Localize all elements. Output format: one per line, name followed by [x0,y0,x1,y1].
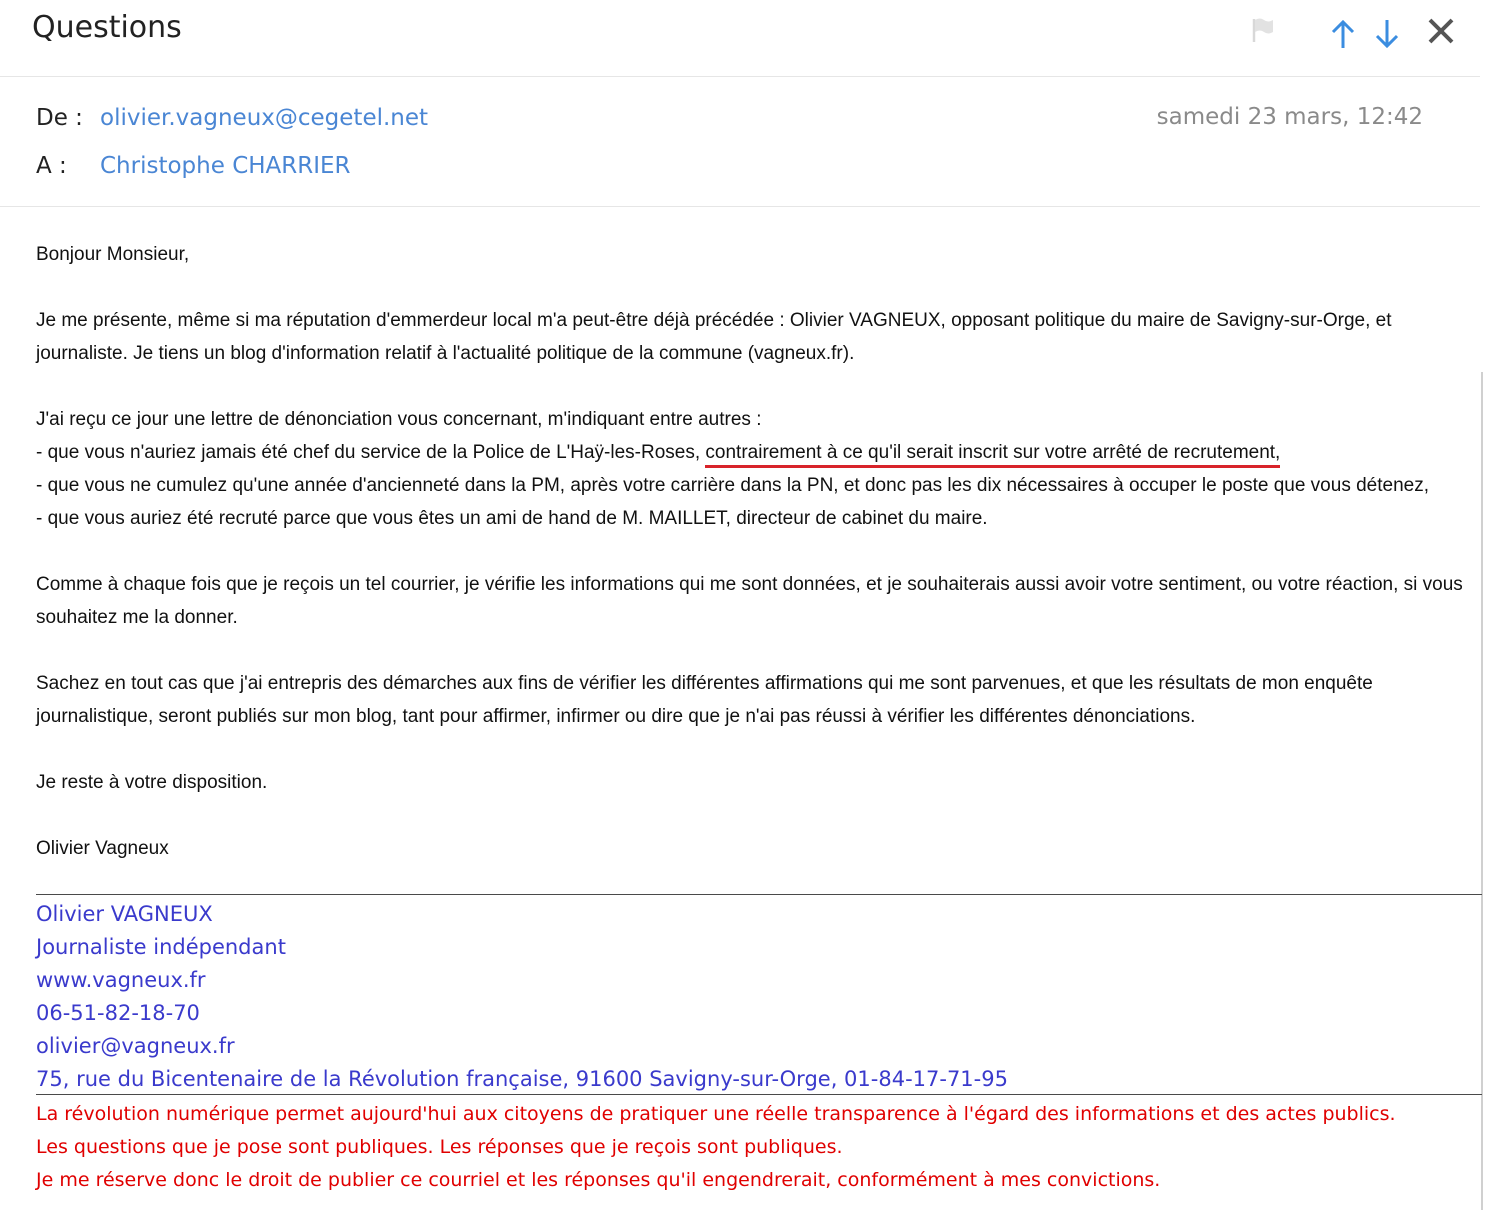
message-meta [0,77,1480,207]
disclaimer-line: Je me réserve donc le droit de publier ce courriel et les réponses qu'il engendrerait, conformément à mes convictions. [36,1169,1161,1191]
flag-icon[interactable] [1250,16,1276,44]
disclaimer-block [36,1098,1396,1197]
paragraph-denunciation: J'ai reçu ce jour une lettre de dénonciation vous concernant, m'indiquant entre autres : [36,409,762,430]
recipient-link[interactable]: Christophe CHARRIER [100,153,351,179]
signature-title: Journaliste indépendant [36,935,286,959]
signature-phone: 06-51-82-18-70 [36,1001,200,1025]
scrollbar[interactable] [1481,372,1483,1210]
signature-divider-top [36,894,1482,895]
signature-divider-bottom [36,1094,1482,1095]
bullet-item [36,436,1485,469]
closing-line: Je reste à votre disposition. [36,772,268,793]
bullet-item: - que vous ne cumulez qu'une année d'ancienneté dans la PM, après votre carrière dans la PN, et donc pas les dix nécessaires à occuper le poste que vous détenez, [36,475,1429,496]
arrow-down-icon[interactable] [1372,18,1402,50]
signature-email[interactable]: olivier@vagneux.fr [36,1034,235,1058]
disclaimer-line: La révolution numérique permet aujourd'hui aux citoyens de pratiquer une réelle transparence à l'égard des informations et des actes publics. [36,1103,1396,1125]
paragraph-intro: Je me présente, même si ma réputation d'emmerdeur local m'a peut-être déjà précédée : Olivier VAGNEUX, opposant politique du maire de Savigny-sur-Orge, et journaliste. Je tiens un blog d'information relatif à l'actualité politique de la commune (vagneux.fr). [36,310,1392,364]
signature-address: 75, rue du Bicentenaire de la Révolution française, 91600 Savigny-sur-Orge, 01-84-17-71-95 [36,1067,1008,1091]
to-label: A : [36,153,67,179]
signature-website[interactable]: www.vagneux.fr [36,968,206,992]
signoff: Olivier Vagneux [36,838,169,859]
underlined-highlight: contrairement à ce qu'il serait inscrit sur votre arrêté de recrutement, [705,442,1280,468]
greeting: Bonjour Monsieur, [36,244,190,265]
close-icon[interactable] [1426,16,1456,46]
from-label: De : [36,105,83,131]
bullet-item: - que vous auriez été recruté parce que vous êtes un ami de hand de M. MAILLET, directeur de cabinet du maire. [36,508,988,529]
message-header [0,0,1480,77]
signature-name: Olivier VAGNEUX [36,902,213,926]
paragraph-verification: Comme à chaque fois que je reçois un tel courrier, je vérifie les informations qui me sont données, et je souhaiterais aussi avoir votre sentiment, ou votre réaction, si vous souhaitez me la donner. [36,574,1463,628]
disclaimer-line: Les questions que je pose sont publiques. Les réponses que je reçois sont publiques. [36,1136,843,1158]
paragraph-investigation: Sachez en tout cas que j'ai entrepris des démarches aux fins de vérifier les différentes affirmations qui me sont parvenues, et que les résultats de mon enquête journalistique, seront publiés sur mon blog, tant pour affirmer, infirmer ou dire que je n'ai pas réussi à vérifier les différentes dénonciations. [36,673,1373,727]
sender-link[interactable]: olivier.vagneux@cegetel.net [100,105,429,131]
arrow-up-icon[interactable] [1328,18,1358,50]
signature-block [36,898,1008,1096]
message-body [36,238,1485,865]
message-subject: Questions [32,10,182,45]
bullet-text: - que vous n'auriez jamais été chef du service de la Police de L'Haÿ-les-Roses, [36,442,706,463]
message-date: samedi 23 mars, 12:42 [1156,104,1423,130]
